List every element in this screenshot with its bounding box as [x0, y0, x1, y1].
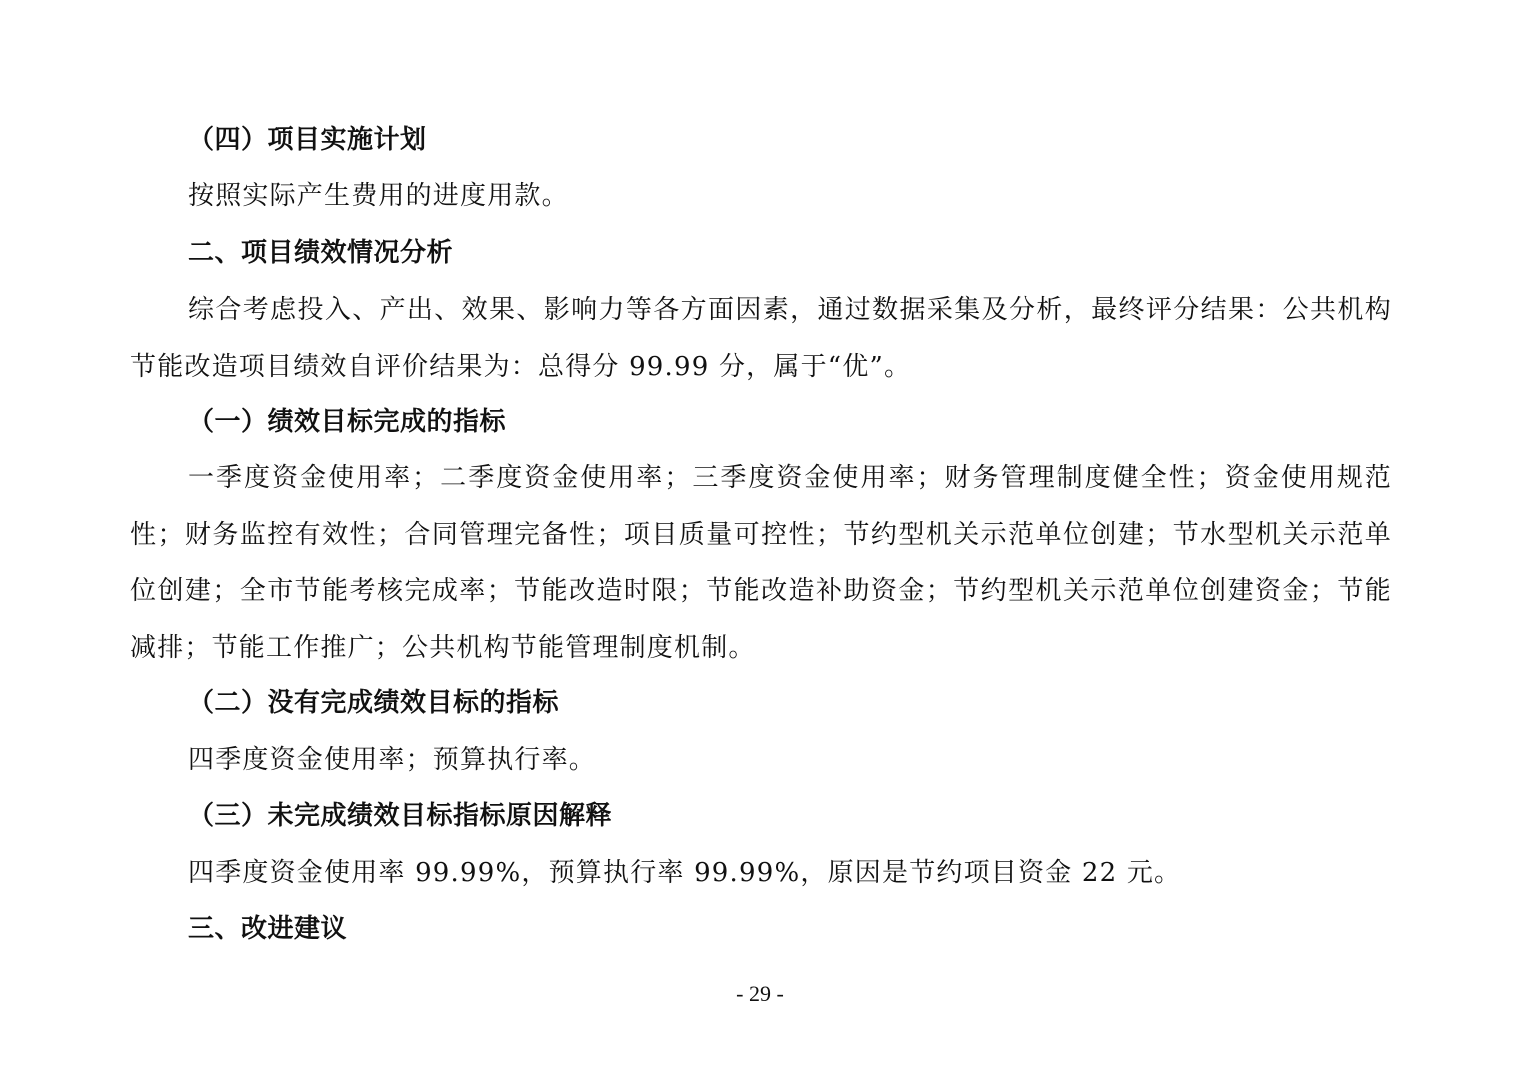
section-heading-implementation-plan: （四）项目实施计划 — [188, 125, 427, 155]
section-heading-performance-analysis: 二、项目绩效情况分析 — [188, 238, 454, 268]
paragraph-completed-indicators: 一季度资金使用率；二季度资金使用率；三季度资金使用率；财务管理制度健全性；资金使用规范性；财务监控有效性；合同管理完备性；项目质量可控性；节约型机关示范单位创建；节水型机关示范单位创建；全市节能考核完成率；节能改造时限；节能改造补助资金；节约型机关示范单位创建资金；节能减排；节能工作推广；公共机构节能管理制度机制。 — [130, 463, 1392, 663]
paragraph-not-completed-indicators: 四季度资金使用率；预算执行率。 — [188, 745, 597, 775]
section-heading-improvement-suggestions: 三、改进建议 — [188, 914, 348, 944]
page-number: - 29 - — [736, 981, 784, 1006]
section-heading-not-completed-indicators: （二）没有完成绩效目标的指标 — [188, 688, 560, 718]
section-heading-completed-indicators: （一）绩效目标完成的指标 — [188, 407, 507, 437]
paragraph-performance-analysis: 综合考虑投入、产出、效果、影响力等各方面因素，通过数据采集及分析，最终评分结果：公共机构节能改造项目绩效自评价结果为：总得分 99.99 分，属于“优”。 — [130, 295, 1392, 382]
paragraph-implementation-plan: 按照实际产生费用的进度用款。 — [188, 181, 569, 211]
section-heading-reasons: （三）未完成绩效目标指标原因解释 — [188, 801, 613, 831]
paragraph-reasons: 四季度资金使用率 99.99%，预算执行率 99.99%，原因是节约项目资金 22 元。 — [188, 858, 1182, 888]
